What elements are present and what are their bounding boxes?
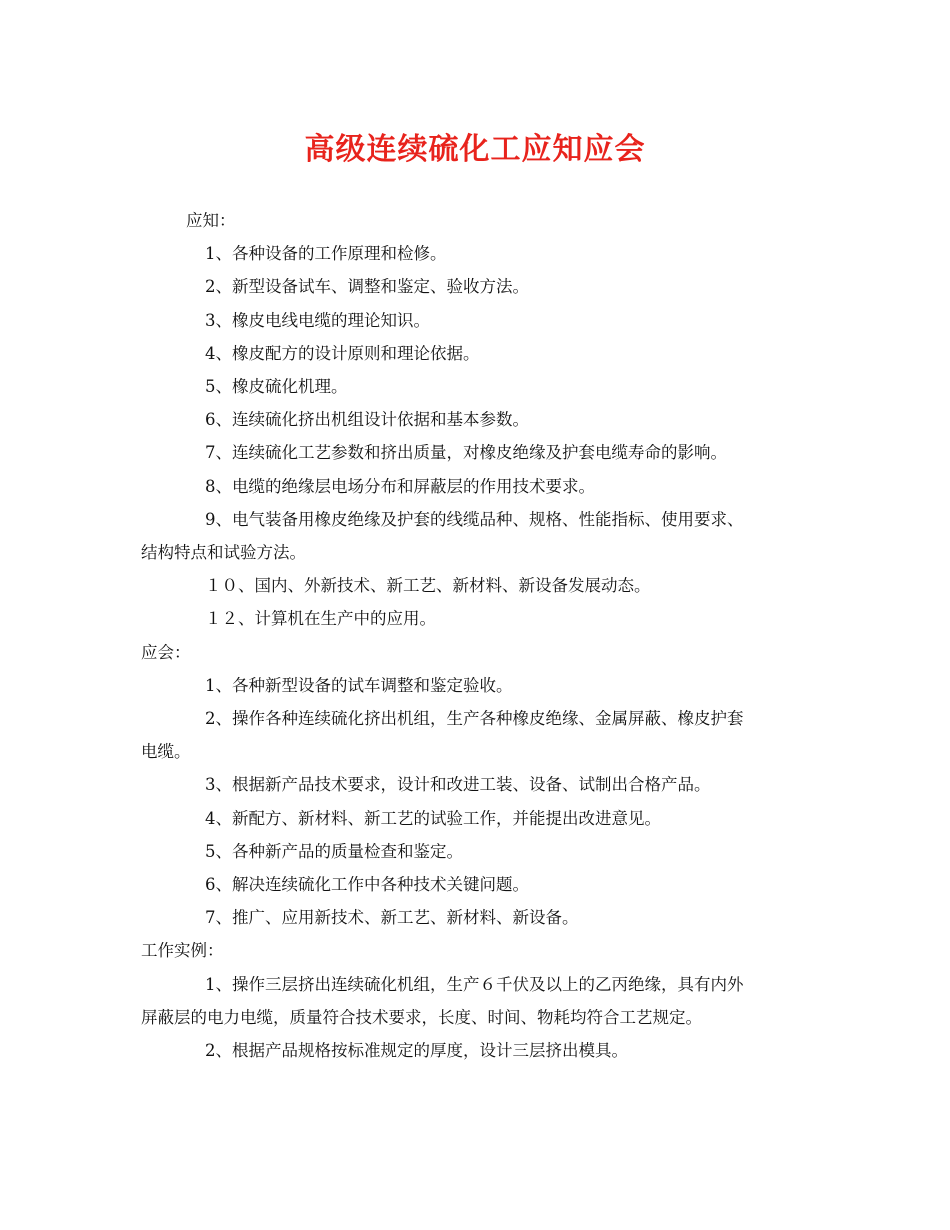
document-body <box>141 204 813 1067</box>
know-item-12: １２、计算机在生产中的应用。 <box>205 609 436 629</box>
section-heading-do: 应会： <box>141 642 191 662</box>
example-item-1-line-2: 屏蔽层的电力电缆，质量符合技术要求，长度、时间、物耗均符合工艺规定。 <box>141 1007 702 1027</box>
know-item-10: １０、国内、外新技术、新工艺、新材料、新设备发展动态。 <box>205 576 651 596</box>
know-item-4: 4、橡皮配方的设计原则和理论依据。 <box>205 343 480 363</box>
do-item-2-line-1: 2、操作各种连续硫化挤出机组，生产各种橡皮绝缘、金属屏蔽、橡皮护套 <box>205 709 744 729</box>
know-item-5: 5、橡皮硫化机理。 <box>205 377 348 397</box>
know-item-3: 3、橡皮电线电缆的理论知识。 <box>205 310 430 330</box>
know-item-9-line-2: 结构特点和试验方法。 <box>141 543 306 563</box>
do-item-1: 1、各种新型设备的试车调整和鉴定验收。 <box>205 675 513 695</box>
page-title: 高级连续硫化工应知应会 <box>304 132 646 167</box>
know-item-6: 6、连续硫化挤出机组设计依据和基本参数。 <box>205 410 529 430</box>
know-item-8: 8、电缆的绝缘层电场分布和屏蔽层的作用技术要求。 <box>205 476 595 496</box>
section-heading-know: 应知： <box>186 211 236 230</box>
do-item-5: 5、各种新产品的质量检查和鉴定。 <box>205 841 463 861</box>
section-heading-examples: 工作实例： <box>141 941 224 961</box>
example-item-2: 2、根据产品规格按标准规定的厚度，设计三层挤出模具。 <box>205 1041 628 1061</box>
do-item-3: 3、根据新产品技术要求，设计和改进工装、设备、试制出合格产品。 <box>205 775 711 795</box>
do-item-4: 4、新配方、新材料、新工艺的试验工作，并能提出改进意见。 <box>205 808 661 828</box>
do-item-6: 6、解决连续硫化工作中各种技术关键问题。 <box>205 875 529 895</box>
know-item-9-line-1: 9、电气装备用橡皮绝缘及护套的线缆品种、规格、性能指标、使用要求、 <box>205 509 744 529</box>
know-item-2: 2、新型设备试车、调整和鉴定、验收方法。 <box>205 277 529 297</box>
do-item-2-line-2: 电缆。 <box>141 742 191 762</box>
example-item-1-line-1: 1、操作三层挤出连续硫化机组，生产６千伏及以上的乙丙绝缘，具有内外 <box>205 974 744 994</box>
do-item-7: 7、推广、应用新技术、新工艺、新材料、新设备。 <box>205 908 579 928</box>
know-item-7: 7、连续硫化工艺参数和挤出质量，对橡皮绝缘及护套电缆寿命的影响。 <box>205 443 727 463</box>
know-item-1: 1、各种设备的工作原理和检修。 <box>205 244 447 264</box>
